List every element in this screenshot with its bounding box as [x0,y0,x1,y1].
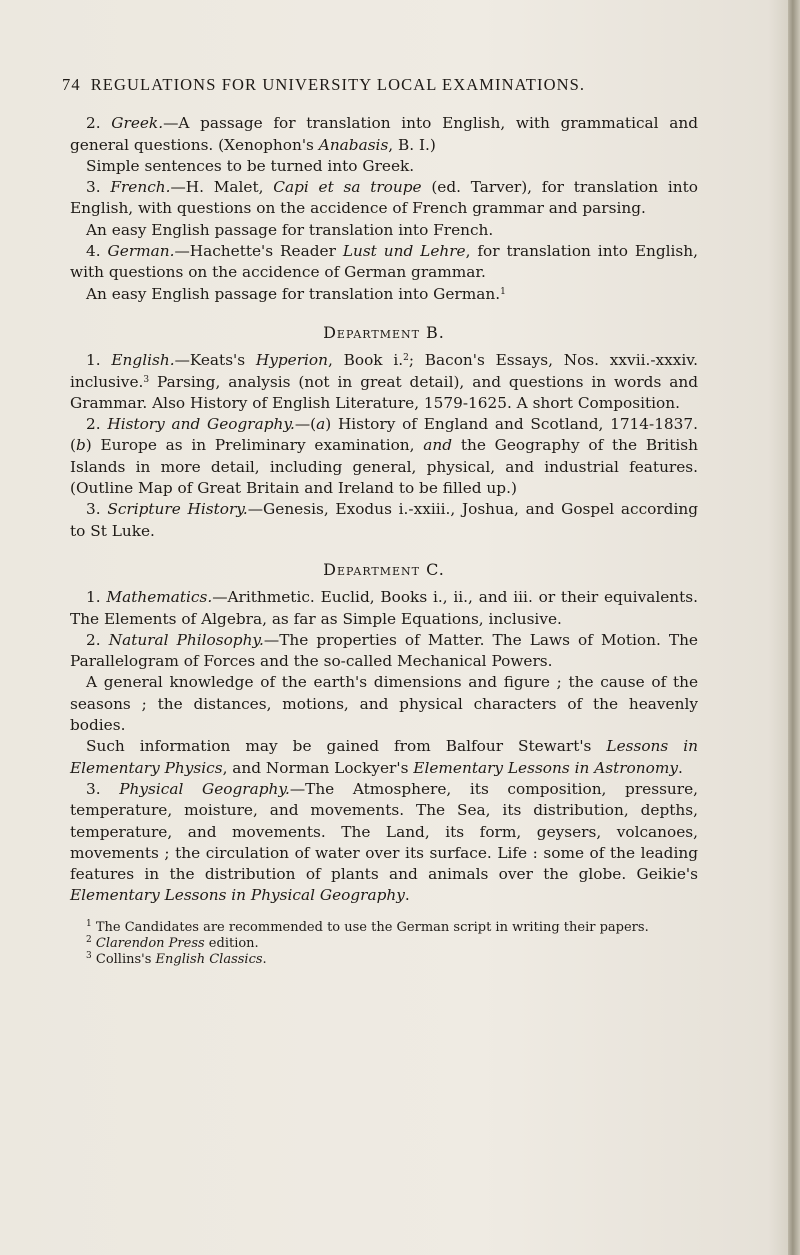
paragraph-german-note: An easy English passage for translation into German.$^1$ [86,284,506,303]
running-head [62,74,698,95]
page-content [62,74,699,968]
footnote-2: $^2$ Clarendon Press edition. [86,934,259,951]
department-b-heading: Department B. [323,322,445,342]
paragraph-scripture: 3. Scripture History.—Genesis, Exodus i.-xxiii., Joshua, and Gospel according to St Luke. [70,500,698,540]
page-number: 74 [62,75,81,94]
page-edge [788,0,800,1255]
footnotes [70,920,698,968]
footnote-ref: 2 [403,353,409,364]
paragraph-physical-geography: 3. Physical Geography.—The Atmosphere, its composition, pressure, temperature, moisture, and movements. The Sea, its distribution, depths, temperature, and movements. The Land, its form, geysers, volcanoes, movements ; the circulation of water over its surface. Life : some of the leading features in the distribution of plants and animals over the globe. Geikie's Elementary Lessons in Physical Geography. [70,779,698,905]
paragraph-german: 4. German.—Hachette's Reader Lust und Lehre, for translation into English, with questions on the accidence of German grammar. [70,242,698,282]
paragraph-french: 3. French.—H. Malet, Capi et sa troupe (ed. Tarver), for translation into English, with questions on the accidence of French grammar and parsing. [70,178,698,218]
footnote-ref: 1 [500,286,506,297]
paragraph-natural-philosophy: 2. Natural Philosophy.—The properties of Matter. The Laws of Motion. The Parallelogram of Forces and the so-called Mechanical Powers. [70,630,698,671]
paragraph-greek-note: Simple sentences to be turned into Greek. [86,156,415,175]
department-c-heading: Department C. [323,559,445,579]
paragraph-information: Such information may be gained from Balfour Stewart's Lessons in Elementary Physics, and Norman Lockyer's Elementary Lessons in Astronomy. [70,737,698,777]
paragraph-mathematics: 1. Mathematics.—Arithmetic. Euclid, Books i., ii., and iii. or their equivalents. The Elements of Algebra, as far as Simple Equations, inclusive. [70,588,698,628]
footnote-ref: 3 [143,374,150,385]
footnote-3: $^3$ Collins's English Classics. [86,950,267,967]
paragraph-philosophy-note: A general knowledge of the earth's dimensions and figure ; the cause of the seasons ; the distances, motions, and physical characters of the heavenly bodies. [70,673,698,735]
paragraph-english: 1. English.—Keats's Hyperion, Book i.$^2$; Bacon's Essays, Nos. xxvii.-xxxiv. inclusive.$^3$ Parsing, analysis (not in great detail), and questions in words and Grammar. Also History of English Literature, 1579-1625. A short Composition. [70,351,698,412]
paragraph-history: 2. History and Geography.—(a) History of England and Scotland, 1714-1837. (b) Europe as in Preliminary examination, and the Geography of the British Islands in more detail, including general, physical, and industrial features. (Outline Map of Great Britain and Ireland to be filled up.) [70,415,699,498]
running-title: REGULATIONS FOR UNIVERSITY LOCAL EXAMINATIONS. [90,75,586,94]
paragraph-greek: 2. Greek.—A passage for translation into English, with grammatical and general questions. (Xenophon's Anabasis, B. I.) [70,114,698,154]
footnote-1: $^1$ The Candidates are recommended to use the German script in writing their papers. [86,918,649,935]
paragraph-french-note: An easy English passage for translation into French. [86,220,494,239]
